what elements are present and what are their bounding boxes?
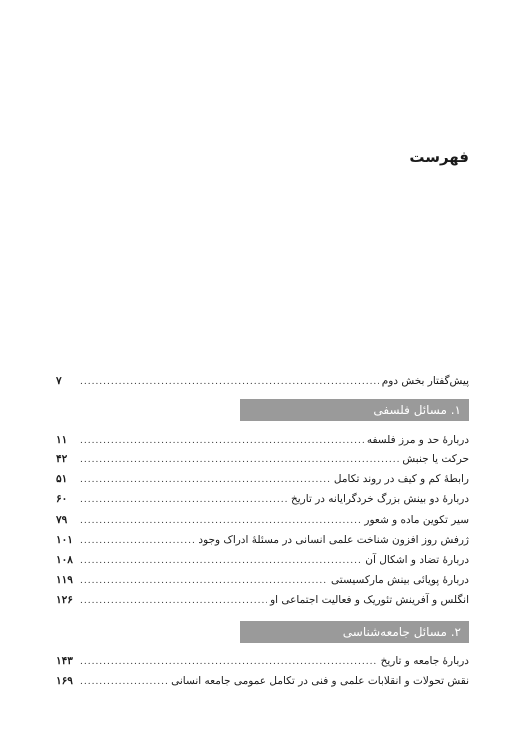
- toc-entry-label: انگلس و آفرینش تئوریک و فعالیت اجتماعی او: [270, 594, 469, 606]
- section-heading-label: ۱. مسائل فلسفی: [373, 403, 461, 417]
- toc-entry-label: دربارهٔ تضاد و اشکال آن: [365, 554, 469, 566]
- toc-entry-page: ۱۲۶: [56, 594, 73, 606]
- toc-entry-page: ۴۲: [56, 453, 68, 465]
- toc-entry-label: دربارهٔ حد و مرز فلسفه: [366, 434, 469, 446]
- toc-entry[interactable]: [56, 672, 469, 690]
- toc-entry[interactable]: [56, 490, 469, 508]
- toc-entry-label: رابطهٔ کم و کیف در روند تکامل: [333, 473, 469, 485]
- toc-entry-page: ۱۴۳: [56, 655, 73, 667]
- toc-entry[interactable]: [56, 450, 469, 468]
- toc-entry-page: ۱۰۸: [56, 554, 73, 566]
- dot-leader: [80, 552, 362, 570]
- toc-entry-label: سیر تکوین ماده و شعور: [364, 514, 469, 526]
- toc-entry-page: ۵۱: [56, 473, 68, 485]
- toc-entry-page: ۷۹: [56, 514, 68, 526]
- toc-entry-label: پیش‌گفتار بخش دوم: [381, 375, 469, 387]
- toc-entry-label: حرکت یا جنبش: [402, 453, 469, 465]
- dot-leader: [80, 373, 379, 391]
- toc-entry[interactable]: [56, 591, 469, 609]
- toc-entry-page: ۱۶۹: [56, 675, 73, 687]
- dot-leader: [80, 451, 399, 469]
- toc-entry-label: ژرفش روز افزون شناخت علمی انسانی در مسئلهٔ ادراک وجود: [198, 534, 469, 546]
- dot-leader: [80, 673, 168, 691]
- section-heading-2: [240, 621, 469, 643]
- toc-entry-label: نقش تحولات و انقلابات علمی و فنی در تکامل عمومی جامعه انسانی: [171, 675, 469, 687]
- toc-entry[interactable]: [56, 431, 469, 449]
- toc-entry-label: دربارهٔ جامعه و تاریخ: [380, 655, 469, 667]
- page-title: فهرست: [409, 148, 469, 166]
- toc-entry[interactable]: [56, 571, 469, 589]
- dot-leader: [80, 572, 328, 590]
- toc-entry-page: ۷: [56, 375, 62, 387]
- toc-entry[interactable]: [56, 652, 469, 670]
- toc-entry-page: ۱۱۹: [56, 574, 73, 586]
- dot-leader: [80, 653, 378, 671]
- dot-leader: [80, 432, 364, 450]
- section-heading-label: ۲. مسائل جامعه‌شناسی: [342, 625, 461, 639]
- toc-entry-page: ۱۱: [56, 434, 68, 446]
- dot-leader: [80, 512, 361, 530]
- toc-entry[interactable]: [56, 551, 469, 569]
- dot-leader: [80, 471, 331, 489]
- dot-leader: [80, 532, 195, 550]
- toc-entry-label: دربارهٔ دو بینش بزرگ خردگرایانه در تاریخ: [290, 493, 469, 505]
- toc-entry[interactable]: [56, 470, 469, 488]
- toc-entry[interactable]: [56, 531, 469, 549]
- toc-entry-intro[interactable]: [56, 372, 469, 390]
- toc-entry-label: دربارهٔ پویائی بینش مارکسیستی: [331, 574, 469, 586]
- toc-entry-page: ۱۰۱: [56, 534, 73, 546]
- toc-entry-page: ۶۰: [56, 493, 68, 505]
- toc-entry[interactable]: [56, 511, 469, 529]
- dot-leader: [80, 491, 288, 509]
- section-heading-1: [240, 399, 469, 421]
- dot-leader: [80, 592, 267, 610]
